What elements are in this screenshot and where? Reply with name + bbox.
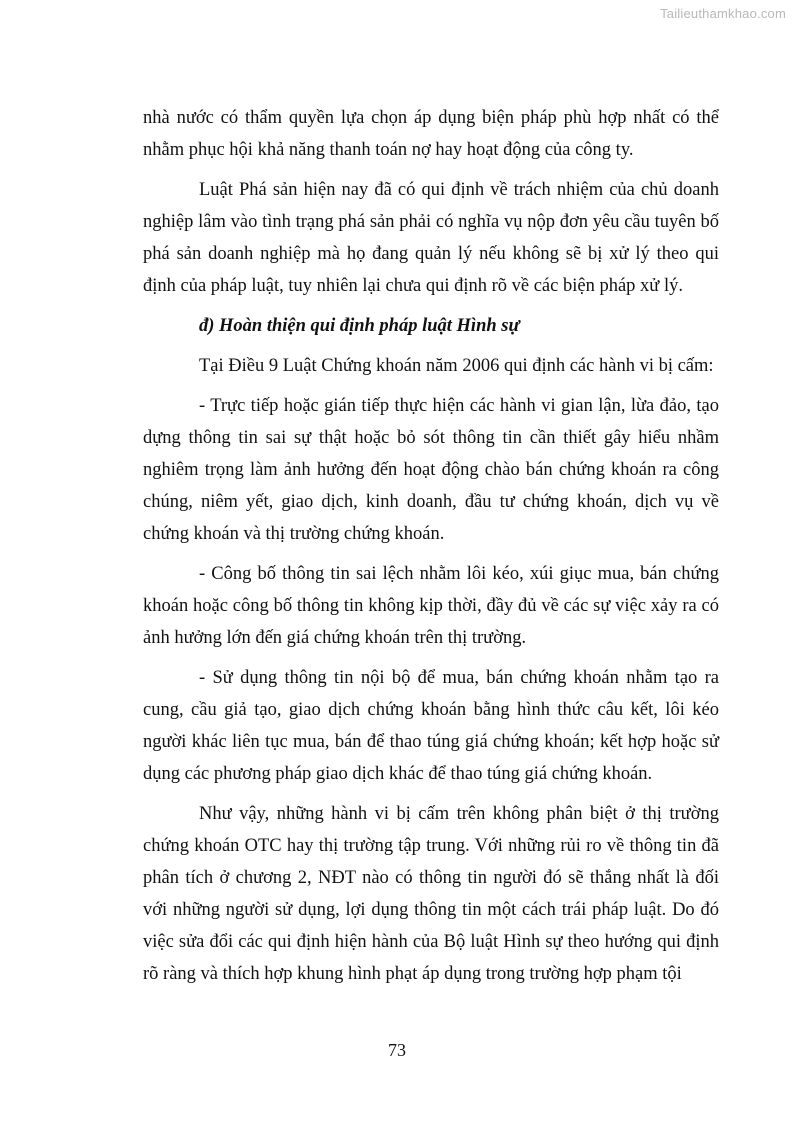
list-item-false-disclosure: - Công bố thông tin sai lệch nhằm lôi kéo, xúi giục mua, bán chứng khoán hoặc công bố thông tin không kịp thời, đầy đủ về các sự việc xảy ra có ảnh hưởng lớn đến giá chứng khoán trên thị trường.	[143, 564, 719, 648]
paragraph-bankruptcy-law: Luật Phá sản hiện nay đã có qui định về trách nhiệm của chủ doanh nghiệp lâm vào tình trạng phá sản phải có nghĩa vụ nộp đơn yêu cầu tuyên bố phá sản doanh nghiệp mà họ đang quản lý nếu không sẽ bị xử lý theo qui định của pháp luật, tuy nhiên lại chưa qui định rõ về các biện pháp xử lý.	[143, 180, 719, 296]
paragraph-article-9: Tại Điều 9 Luật Chứng khoán năm 2006 qui định các hành vi bị cấm:	[199, 356, 714, 376]
list-item-fraud: - Trực tiếp hoặc gián tiếp thực hiện các hành vi gian lận, lừa đảo, tạo dựng thông tin sai sự thật hoặc bỏ sót thông tin cần thiết gây hiểu nhầm nghiêm trọng làm ảnh hưởng đến hoạt động chào bán chứng khoán ra công chúng, niêm yết, giao dịch, kinh doanh, đầu tư chứng khoán, dịch vụ về chứng khoán và thị trường chứng khoán.	[143, 396, 719, 544]
document-body	[143, 102, 719, 998]
watermark-text: Tailieuthamkhao.com	[660, 6, 786, 21]
section-heading: đ) Hoàn thiện qui định pháp luật Hình sự	[199, 316, 520, 336]
paragraph-conclusion: Như vậy, những hành vi bị cấm trên không phân biệt ở thị trường chứng khoán OTC hay thị trường tập trung. Với những rủi ro về thông tin đã phân tích ở chương 2, NĐT nào có thông tin người đó sẽ thắng nhất là đối với những người sử dụng, lợi dụng thông tin một cách trái pháp luật. Do đó việc sửa đổi các qui định hiện hành của Bộ luật Hình sự theo hướng qui định rõ ràng và thích hợp khung hình phạt áp dụng trong trường hợp phạm tội	[143, 804, 719, 984]
paragraph-continuation: nhà nước có thẩm quyền lựa chọn áp dụng biện pháp phù hợp nhất có thể nhằm phục hội khả năng thanh toán nợ hay hoạt động của công ty.	[143, 108, 719, 160]
page-number: 73	[388, 1040, 406, 1060]
list-item-insider-info: - Sử dụng thông tin nội bộ để mua, bán chứng khoán nhằm tạo ra cung, cầu giả tạo, giao dịch chứng khoán bằng hình thức câu kết, lôi kéo người khác liên tục mua, bán để thao túng giá chứng khoán; kết hợp hoặc sử dụng các phương pháp giao dịch khác để thao túng giá chứng khoán.	[143, 668, 719, 784]
